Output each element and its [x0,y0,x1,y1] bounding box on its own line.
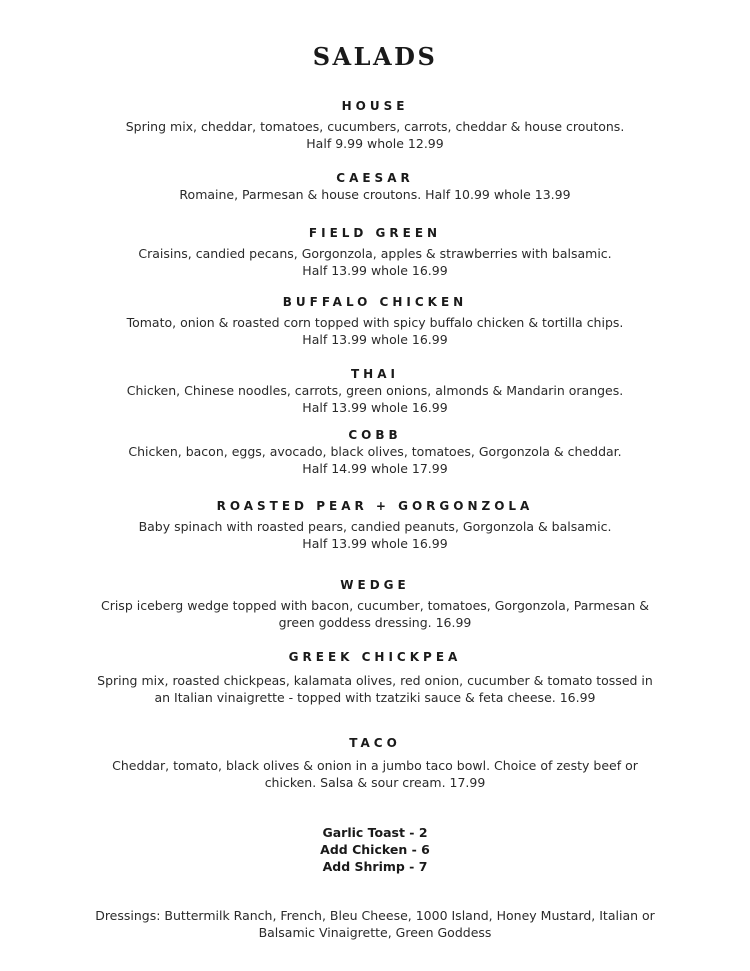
menu-item-wedge [0,577,750,631]
item-name: CAESAR [336,171,414,185]
item-name: WEDGE [340,578,410,592]
item-description: Spring mix, roasted chickpeas, kalamata olives, red onion, cucumber & tomato tossed in [97,673,653,688]
item-description: Spring mix, cheddar, tomatoes, cucumbers, carrots, cheddar & house croutons. [125,119,625,134]
item-price: Half 9.99 whole 12.99 [306,136,444,151]
dressings-line: Balsamic Vinaigrette, Green Goddess [258,925,492,940]
item-description: Cheddar, tomato, black olives & onion in a jumbo taco bowl. Choice of zesty beef or [112,758,638,773]
menu-item-buffalo-chicken [0,294,750,348]
item-price: Half 14.99 whole 17.99 [302,461,448,476]
add-on-garlic-toast: Garlic Toast - 2 [322,825,428,840]
add-ons-list [0,824,750,875]
menu-item-cobb [0,427,750,477]
menu-item-field-green [0,225,750,279]
item-description: Romaine, Parmesan & house croutons. Half 10.99 whole 13.99 [179,187,571,202]
item-name: HOUSE [341,99,409,113]
add-on-shrimp: Add Shrimp - 7 [322,859,428,874]
item-description: Craisins, candied pecans, Gorgonzola, apples & strawberries with balsamic. [138,246,612,261]
item-description: Tomato, onion & roasted corn topped with spicy buffalo chicken & tortilla chips. [126,315,624,330]
item-description: Chicken, Chinese noodles, carrots, green onions, almonds & Mandarin oranges. [126,383,624,398]
item-name: COBB [348,428,402,442]
menu-item-roasted-pear-gorgonzola [0,498,750,552]
item-price: Half 13.99 whole 16.99 [302,263,448,278]
item-price: Half 13.99 whole 16.99 [302,536,448,551]
page-title: SALADS [312,42,438,71]
menu-item-thai [0,366,750,416]
item-description: Chicken, bacon, eggs, avocado, black olives, tomatoes, Gorgonzola & cheddar. [128,444,622,459]
menu-item-house [0,98,750,152]
item-name: GREEK CHICKPEA [288,650,462,664]
item-description: Baby spinach with roasted pears, candied peanuts, Gorgonzola & balsamic. [138,519,612,534]
menu-item-caesar [0,170,750,203]
item-price: Half 13.99 whole 16.99 [302,332,448,347]
menu-item-taco [0,735,750,791]
item-name: BUFFALO CHICKEN [282,295,468,309]
item-description: Crisp iceberg wedge topped with bacon, cucumber, tomatoes, Gorgonzola, Parmesan & [100,598,650,613]
item-name: TACO [349,736,401,750]
item-price: chicken. Salsa & sour cream. 17.99 [264,775,486,790]
item-name: FIELD GREEN [308,226,442,240]
add-on-chicken: Add Chicken - 6 [320,842,430,857]
dressings-line: Dressings: Buttermilk Ranch, French, Bleu Cheese, 1000 Island, Honey Mustard, Italian or [95,908,655,923]
item-price: an Italian vinaigrette - topped with tzatziki sauce & feta cheese. 16.99 [154,690,596,705]
item-name: ROASTED PEAR + GORGONZOLA [216,499,534,513]
item-name: THAI [351,367,399,381]
item-price: green goddess dressing. 16.99 [278,615,472,630]
menu-item-greek-chickpea [0,649,750,706]
item-price: Half 13.99 whole 16.99 [302,400,448,415]
dressings-note [0,907,750,941]
